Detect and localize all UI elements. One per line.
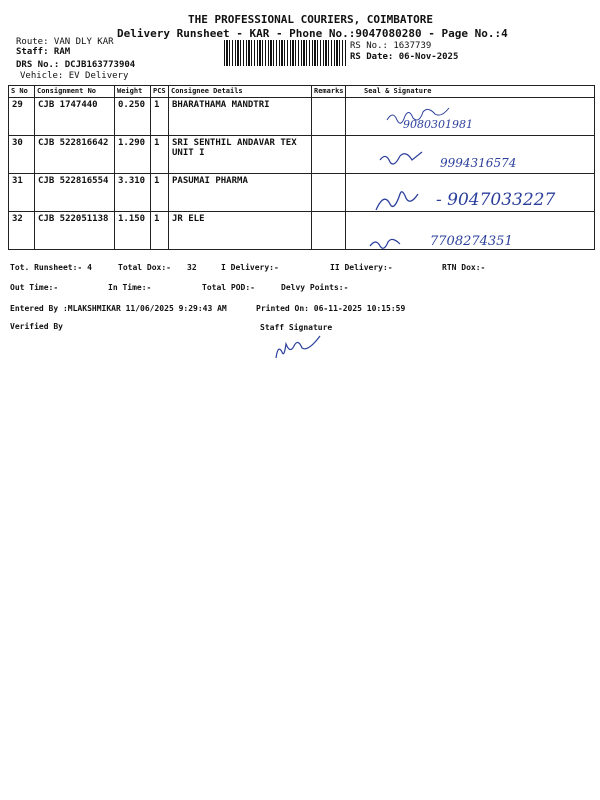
cell-pcs: 1 bbox=[151, 98, 169, 136]
cell-consignee: BHARATHAMA MANDTRI bbox=[169, 98, 312, 136]
rs-number: RS No.: 1637739 bbox=[350, 41, 432, 51]
cell-weight: 1.150 bbox=[115, 212, 151, 250]
signature-scribble bbox=[368, 236, 404, 252]
handwritten-phone: 7708274351 bbox=[430, 234, 513, 249]
barcode bbox=[224, 40, 346, 66]
route-label: Route: VAN DLY KAR bbox=[16, 37, 114, 47]
total-dox-value: 32 bbox=[187, 263, 197, 272]
total-runsheet: Tot. Runsheet:- 4 bbox=[10, 263, 92, 272]
cell-sno: 32 bbox=[9, 212, 35, 250]
cell-weight: 3.310 bbox=[115, 174, 151, 212]
handwritten-phone: 9994316574 bbox=[440, 156, 517, 170]
out-time: Out Time:- bbox=[10, 283, 59, 292]
in-time: In Time:- bbox=[108, 283, 152, 292]
staff-signature-mark bbox=[270, 334, 322, 366]
header-weight: Weight bbox=[115, 86, 151, 98]
ii-delivery: II Delivery:- bbox=[330, 263, 393, 272]
cell-sno: 30 bbox=[9, 136, 35, 174]
cell-remarks bbox=[312, 174, 346, 212]
signature-scribble bbox=[372, 186, 422, 216]
header-sno: S No bbox=[9, 86, 35, 98]
verified-by: Verified By bbox=[10, 322, 63, 331]
header-remarks: Remarks bbox=[312, 86, 346, 98]
cell-consignment: CJB 522816642 bbox=[35, 136, 115, 174]
total-dox-label: Total Dox:- bbox=[118, 263, 171, 272]
cell-remarks bbox=[312, 212, 346, 250]
staff-signature-label: Staff Signature bbox=[260, 323, 333, 332]
handwritten-phone: - 9047033227 bbox=[436, 190, 556, 210]
staff-label: Staff: RAM bbox=[16, 47, 71, 57]
cell-consignee: PASUMAI PHARMA bbox=[169, 174, 312, 212]
handwritten-phone: 9080301981 bbox=[403, 118, 473, 131]
printed-on: Printed On: 06-11-2025 10:15:59 bbox=[256, 304, 406, 313]
table-row bbox=[9, 98, 595, 136]
rs-date: RS Date: 06-Nov-2025 bbox=[350, 52, 459, 62]
cell-consignment: CJB 522051138 bbox=[35, 212, 115, 250]
cell-pcs: 1 bbox=[151, 212, 169, 250]
cell-sno: 29 bbox=[9, 98, 35, 136]
signature-scribble bbox=[378, 146, 428, 170]
cell-weight: 1.290 bbox=[115, 136, 151, 174]
header-pcs: PCS bbox=[151, 86, 169, 98]
cell-remarks bbox=[312, 98, 346, 136]
delvy-points: Delvy Points:- bbox=[281, 283, 349, 292]
entered-by: Entered By :MLAKSHMIKAR 11/06/2025 9:29:43 AM bbox=[10, 304, 227, 313]
rtn-dox: RTN Dox:- bbox=[442, 263, 486, 272]
cell-consignee: JR ELE bbox=[169, 212, 312, 250]
header-consignment: Consignment No bbox=[35, 86, 115, 98]
runsheet-title: Delivery Runsheet - KAR - Phone No.:9047080280 - Page No.:4 bbox=[117, 27, 508, 40]
header-consignee: Consignee Details bbox=[169, 86, 312, 98]
company-name: THE PROFESSIONAL COURIERS, COIMBATORE bbox=[188, 13, 434, 26]
cell-consignment: CJB 1747440 bbox=[35, 98, 115, 136]
cell-remarks bbox=[312, 136, 346, 174]
cell-weight: 0.250 bbox=[115, 98, 151, 136]
cell-pcs: 1 bbox=[151, 174, 169, 212]
vehicle-label: Vehicle: EV Delivery bbox=[20, 71, 129, 81]
cell-consignee: SRI SENTHIL ANDAVAR TEX UNIT I bbox=[169, 136, 312, 174]
header-seal-signature: Seal & Signature bbox=[346, 86, 595, 98]
cell-pcs: 1 bbox=[151, 136, 169, 174]
cell-sno: 31 bbox=[9, 174, 35, 212]
total-pod: Total POD:- bbox=[202, 283, 255, 292]
i-delivery: I Delivery:- bbox=[221, 263, 279, 272]
cell-consignment: CJB 522816554 bbox=[35, 174, 115, 212]
drs-number: DRS No.: DCJB163773904 bbox=[16, 60, 136, 70]
